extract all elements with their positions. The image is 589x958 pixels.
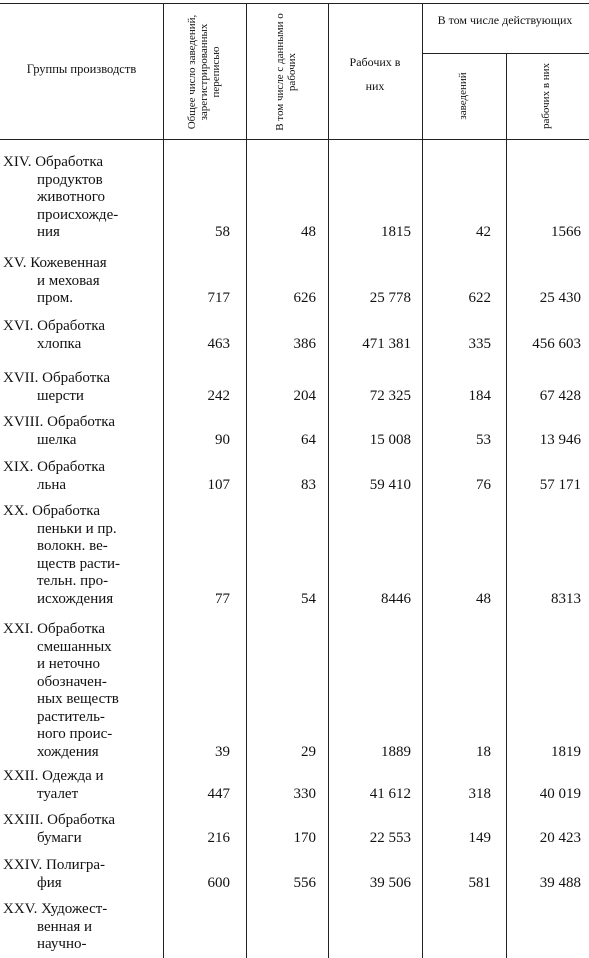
cell-active-est: 53	[476, 431, 491, 448]
row-label	[3, 901, 163, 954]
row-label	[3, 857, 163, 892]
row-label-line: XVII. Обработка	[3, 370, 110, 386]
table-row	[0, 459, 589, 494]
cell-active-est: 48	[476, 590, 491, 607]
table-row	[0, 812, 589, 847]
row-label-line: обозначен-	[37, 673, 107, 690]
row-label	[3, 503, 163, 608]
cell-with-data: 386	[293, 335, 316, 352]
cell-with-data: 54	[301, 590, 316, 607]
cell-workers: 41 612	[369, 785, 411, 802]
header-active-group: В том числе действующих	[437, 13, 573, 27]
table-row	[0, 318, 589, 353]
row-label-line: XXI. Обработка	[3, 621, 105, 637]
row-label-line: XX. Обработка	[3, 503, 100, 519]
cell-with-data: 83	[301, 476, 316, 493]
row-label-line: льна	[37, 476, 67, 493]
cell-active-workers: 1566	[551, 224, 581, 240]
table-row	[0, 370, 589, 405]
cell-total: 717	[207, 290, 230, 306]
row-label-line: научно-	[37, 936, 87, 952]
cell-workers: 1815	[381, 224, 411, 240]
cell-total: 58	[215, 224, 230, 240]
row-label-line: XVIII. Обработка	[3, 414, 115, 430]
cell-with-data: 48	[301, 224, 316, 240]
cell-total: 107	[207, 476, 230, 493]
table-top-rule	[0, 3, 589, 4]
row-label-line: пром.	[37, 290, 73, 306]
row-label-line: ных веществ	[37, 691, 119, 707]
row-label-line: раститель-	[37, 708, 105, 725]
row-label-line: XXII. Одежда и	[3, 768, 104, 784]
cell-with-data: 626	[293, 290, 316, 306]
row-label-line: XV. Кожевенная	[3, 255, 107, 271]
header-active-workers: рабочих в них	[540, 62, 552, 130]
cell-active-workers: 25 430	[539, 290, 581, 306]
cell-active-est: 318	[468, 785, 491, 802]
cell-active-workers: 39 488	[539, 874, 581, 891]
row-label-line: бумаги	[37, 829, 82, 846]
header-total: Общее число заведений, зарегистрированных переписью	[186, 14, 222, 130]
cell-workers: 471 381	[362, 335, 411, 352]
row-label-line: и неточно	[37, 656, 101, 672]
row-label-line: тельн. про-	[37, 573, 109, 589]
row-label-line: ного проис-	[37, 726, 113, 742]
cell-total: 90	[215, 431, 230, 448]
cell-total: 447	[207, 785, 230, 802]
cell-total: 242	[207, 387, 230, 404]
cell-with-data: 330	[293, 785, 316, 802]
row-label	[3, 459, 163, 494]
cell-with-data: 204	[293, 387, 316, 404]
table-row	[0, 621, 589, 761]
row-label-line: хлопка	[37, 335, 82, 352]
cell-with-data: 556	[293, 874, 316, 891]
row-label-line: ния	[37, 224, 60, 240]
cell-workers: 25 778	[369, 290, 411, 306]
row-label-line: хождения	[37, 743, 99, 760]
cell-total: 463	[207, 335, 230, 352]
cell-active-workers: 456 603	[532, 335, 581, 352]
row-label-line: ществ расти-	[37, 555, 121, 572]
header-workers: Рабочих в них	[349, 55, 401, 93]
cell-workers: 1889	[381, 743, 411, 760]
cell-workers: 59 410	[369, 476, 411, 493]
row-label	[3, 768, 163, 803]
cell-active-workers: 13 946	[539, 431, 581, 448]
cell-with-data: 64	[301, 431, 316, 448]
row-label-line: XXIII. Обработка	[3, 812, 115, 828]
table-row	[0, 414, 589, 449]
row-label	[3, 154, 163, 242]
cell-active-workers: 1819	[551, 743, 581, 760]
cell-total: 600	[207, 874, 230, 891]
cell-with-data: 170	[293, 829, 316, 846]
cell-total: 39	[215, 743, 230, 760]
row-label	[3, 621, 163, 761]
cell-total: 77	[215, 590, 230, 607]
row-label-line: XXIV. Полигра-	[3, 857, 106, 873]
row-label	[3, 255, 163, 308]
table-row	[0, 857, 589, 892]
cell-workers: 72 325	[369, 387, 411, 404]
cell-active-est: 581	[468, 874, 491, 891]
row-label-line: XIV. Обработка	[3, 154, 104, 170]
row-label-line: XIX. Обработка	[3, 459, 105, 475]
header-with-data: В том числе с данными о рабочих	[274, 13, 298, 131]
table-row	[0, 503, 589, 608]
cell-workers: 15 008	[369, 431, 411, 448]
row-label-line: венная и	[37, 918, 93, 935]
row-label-line: происхожде-	[37, 206, 119, 223]
row-label-line: и меховая	[37, 272, 100, 289]
cell-active-est: 622	[468, 290, 491, 306]
header-group: Группы производств	[26, 62, 137, 76]
row-label-line: продуктов	[37, 171, 103, 188]
cell-active-est: 42	[476, 224, 491, 240]
cell-workers: 39 506	[369, 874, 411, 891]
cell-with-data: 29	[301, 743, 316, 760]
row-label-line: XXV. Художест-	[3, 901, 108, 917]
row-label-line: пеньки и пр.	[37, 520, 117, 537]
cell-active-workers: 57 171	[539, 476, 581, 493]
row-label	[3, 318, 163, 353]
cell-active-est: 18	[476, 743, 491, 760]
table-row	[0, 255, 589, 308]
cell-active-est: 184	[468, 387, 491, 404]
table-row	[0, 901, 589, 954]
row-label-line: шелка	[37, 431, 77, 448]
row-label-line: фия	[37, 874, 62, 891]
row-label-line: животного	[37, 189, 106, 205]
row-label-line: туалет	[37, 785, 79, 802]
cell-active-workers: 67 428	[539, 387, 581, 404]
table-row	[0, 154, 589, 242]
cell-active-workers: 8313	[551, 590, 581, 607]
row-label	[3, 370, 163, 405]
row-label-line: шерсти	[37, 387, 84, 404]
row-label-line: исхождения	[37, 590, 114, 607]
row-label	[3, 812, 163, 847]
cell-active-est: 335	[468, 335, 491, 352]
cell-active-est: 76	[476, 476, 491, 493]
row-label	[3, 414, 163, 449]
row-label-line: волокн. ве-	[37, 538, 108, 554]
row-label-line: смешанных	[37, 638, 112, 655]
cell-active-workers: 40 019	[539, 785, 581, 802]
cell-total: 216	[207, 829, 230, 846]
cell-workers: 8446	[381, 590, 411, 607]
cell-workers: 22 553	[369, 829, 411, 846]
cell-active-workers: 20 423	[539, 829, 581, 846]
table-row	[0, 768, 589, 803]
header-active-establishments: заведений	[457, 72, 469, 120]
row-label-line: XVI. Обработка	[3, 318, 105, 334]
header-bottom-rule	[0, 139, 589, 140]
cell-active-est: 149	[468, 829, 491, 846]
